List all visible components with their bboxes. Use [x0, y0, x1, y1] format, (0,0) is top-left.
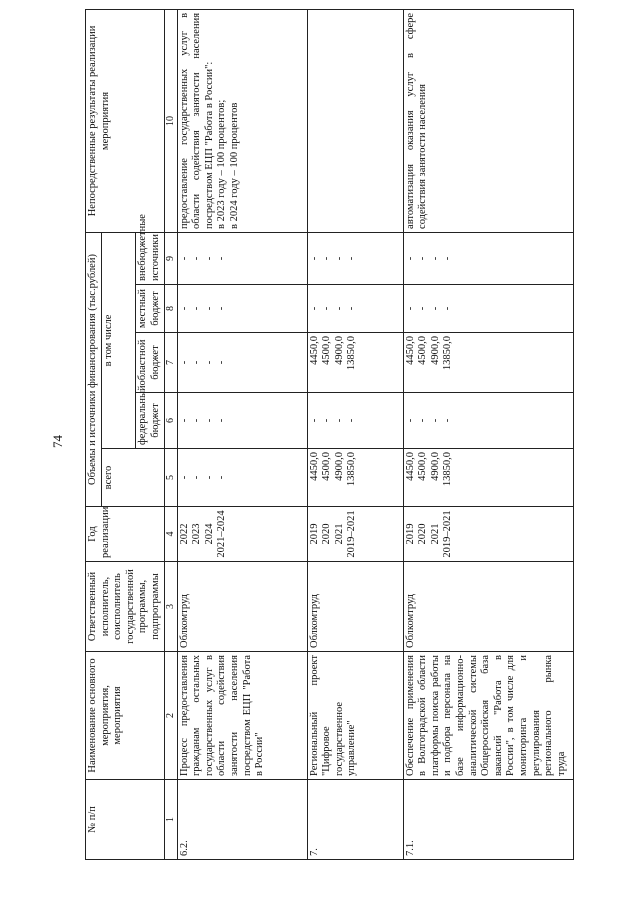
row-federal: - - - - — [177, 393, 307, 449]
col-number: 1 — [164, 780, 177, 860]
rotated-page — [85, 10, 595, 860]
row-name: Процесс предоставления гражданам остальных государственных услуг в области содействия занятости населения посредством ЕЦП "Работа в России" — [177, 652, 307, 780]
col-number: 9 — [164, 232, 177, 284]
row-local: - - - - — [403, 285, 573, 333]
table-row — [177, 9, 307, 859]
row-federal: - - - - — [307, 393, 403, 449]
col-number: 6 — [164, 393, 177, 449]
row-result: автоматизация оказания услуг в сфере содействия занятости населения — [403, 9, 573, 232]
header-local: местный бюджет — [136, 285, 164, 333]
header-including: в том числе — [101, 232, 136, 448]
header-total: всего — [101, 449, 164, 507]
program-table — [85, 9, 574, 860]
row-extra: - - - - — [307, 232, 403, 284]
row-name: Обеспечение применения в Волгоградской области платформы поиска работы и подбора персонала на базе информационно-аналитической системы Общероссийская база вакансий "Работа в России", в том числе для мониторинга и регулирования регионального рынка труда — [403, 652, 573, 780]
row-name: Региональный проект "Цифровое государственное управление" — [307, 652, 403, 780]
header-executor: Ответственный исполнитель, соисполнитель государственной программы, подпрограммы — [86, 562, 165, 652]
row-total: 4450,0 4500,0 4900,0 13850,0 — [307, 449, 403, 507]
row-years: 2022 2023 2024 2021–2024 — [177, 507, 307, 562]
row-extra: - - - - — [403, 232, 573, 284]
column-number-row — [164, 9, 177, 859]
row-regional: 4450,0 4500,0 4900,0 13850,0 — [307, 333, 403, 393]
row-num: 6.2. — [177, 780, 307, 860]
table-row — [307, 9, 403, 859]
table-row — [403, 9, 573, 859]
header-name: Наименование основного мероприятия, мероприятия — [86, 652, 165, 780]
row-num: 7. — [307, 780, 403, 860]
row-result — [307, 9, 403, 232]
col-number: 3 — [164, 562, 177, 652]
row-num: 7.1. — [403, 780, 573, 860]
row-regional: - - - - — [177, 333, 307, 393]
row-federal: - - - - — [403, 393, 573, 449]
row-local: - - - - — [307, 285, 403, 333]
header-extra: внебюджетные источники — [136, 232, 164, 284]
header-federal: федеральный бюджет — [136, 393, 164, 449]
row-total: - - - - — [177, 449, 307, 507]
row-executor: Облкомтруд — [307, 562, 403, 652]
row-result: предоставление государственных услуг в области содействия занятости населения посредством ЕЦП "Работа в России": в 2023 году – 100 процентов; в 2024 году – 100 процентов — [177, 9, 307, 232]
row-years: 2019 2020 2021 2019–2021 — [307, 507, 403, 562]
header-num: № п/п — [86, 780, 165, 860]
col-number: 7 — [164, 333, 177, 393]
row-executor: Облкомтруд — [177, 562, 307, 652]
col-number: 4 — [164, 507, 177, 562]
row-regional: 4450,0 4500,0 4900,0 13850,0 — [403, 333, 573, 393]
header-result: Непосредственные результаты реализации мероприятия — [86, 9, 165, 232]
col-number: 10 — [164, 9, 177, 232]
row-executor: Облкомтруд — [403, 562, 573, 652]
row-local: - - - - — [177, 285, 307, 333]
header-regional: областной бюджет — [136, 333, 164, 393]
col-number: 8 — [164, 285, 177, 333]
header-year: Год реализации — [86, 507, 165, 562]
row-years: 2019 2020 2021 2019–2021 — [403, 507, 573, 562]
page-number: 74 — [50, 435, 65, 448]
col-number: 5 — [164, 449, 177, 507]
col-number: 2 — [164, 652, 177, 780]
row-extra: - - - - — [177, 232, 307, 284]
row-total: 4450,0 4500,0 4900,0 13850,0 — [403, 449, 573, 507]
header-finance-group: Объемы и источники финансирования (тыс.рублей) — [86, 232, 102, 506]
